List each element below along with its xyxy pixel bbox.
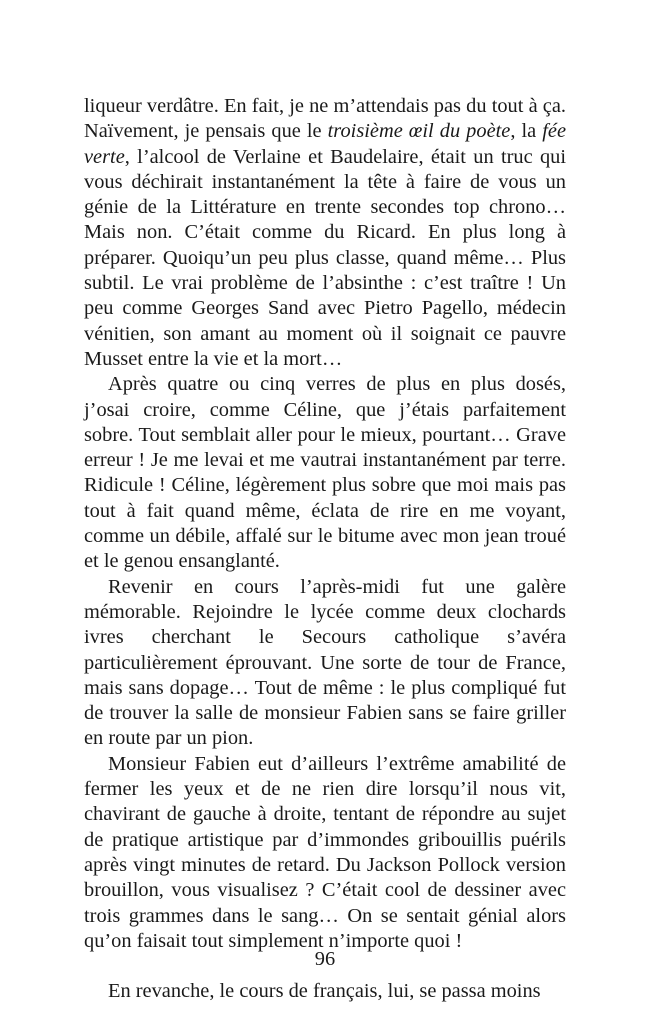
italic-segment: troisième œil du poète (327, 120, 511, 143)
text-segment: liqueur verdâtre. En fait, je ne m’attendais pas du tout à ça. Naïvement, je pensais que le (84, 95, 566, 143)
body-text (84, 94, 566, 1004)
paragraph-4 (84, 752, 566, 954)
text-segment: , la (510, 120, 543, 143)
page-number: 96 (314, 948, 336, 970)
text-segment: Revenir en cours l’après-midi fut une galère mémorable. Rejoindre le lycée comme deux clochards ivres cherchant le Secours catholique s’avéra particulièrement éprouvant. Une sorte de tour de France, mais sans dopage… Tout de même : le plus compliqué fut de trouver la salle de monsieur Fabien sans se faire griller en route par un pion. (84, 575, 566, 750)
paragraph-5 (84, 979, 566, 1004)
italic-segment: fée verte (84, 120, 567, 168)
paragraph-2 (84, 372, 566, 574)
paragraph-1 (84, 94, 566, 372)
text-segment: Après quatre ou cinq verres de plus en plus dosés, j’osai croire, comme Céline, que j’étais parfaitement sobre. Tout semblait aller pour le mieux, pourtant… Grave erreur ! Je me levai et me vautrai instantanément par terre. Ridicule ! Céline, légèrement plus sobre que moi mais pas tout à fait quand même, éclata de rire en me voyant, comme un débile, affalé sur le bitume avec mon jean troué et le genou ensanglanté. (84, 373, 566, 573)
text-segment: En revanche, le cours de français, lui, se passa moins (108, 980, 541, 1003)
paragraph-3 (84, 575, 566, 752)
text-segment: Monsieur Fabien eut d’ailleurs l’extrême amabilité de fermer les yeux et de ne rien dire lorsqu’il nous vit, chavirant de gauche à droite, tentant de répondre au sujet de pratique artistique par d’immondes gribouillis puérils après vingt minutes de retard. Du Jackson Pollock version brouillon, vous visualisez ? C’était cool de dessiner avec trois grammes dans le sang… On se sentait génial alors qu’on faisait tout simplement n’importe quoi ! (84, 752, 566, 952)
text-segment: , l’alcool de Verlaine et Baudelaire, était un truc qui vous déchirait instantanément la tête à faire de vous un génie de la Littérature en trente secondes top chrono… Mais non. C’était comme du Ricard. En plus long à préparer. Quoiqu’un peu plus classe, quand même… Plus subtil. Le vrai problème de l’absinthe : c’est traître ! Un peu comme Georges Sand avec Pietro Pagello, médecin vénitien, son amant au moment où il soignait ce pauvre Musset entre la vie et la mort… (84, 145, 566, 370)
